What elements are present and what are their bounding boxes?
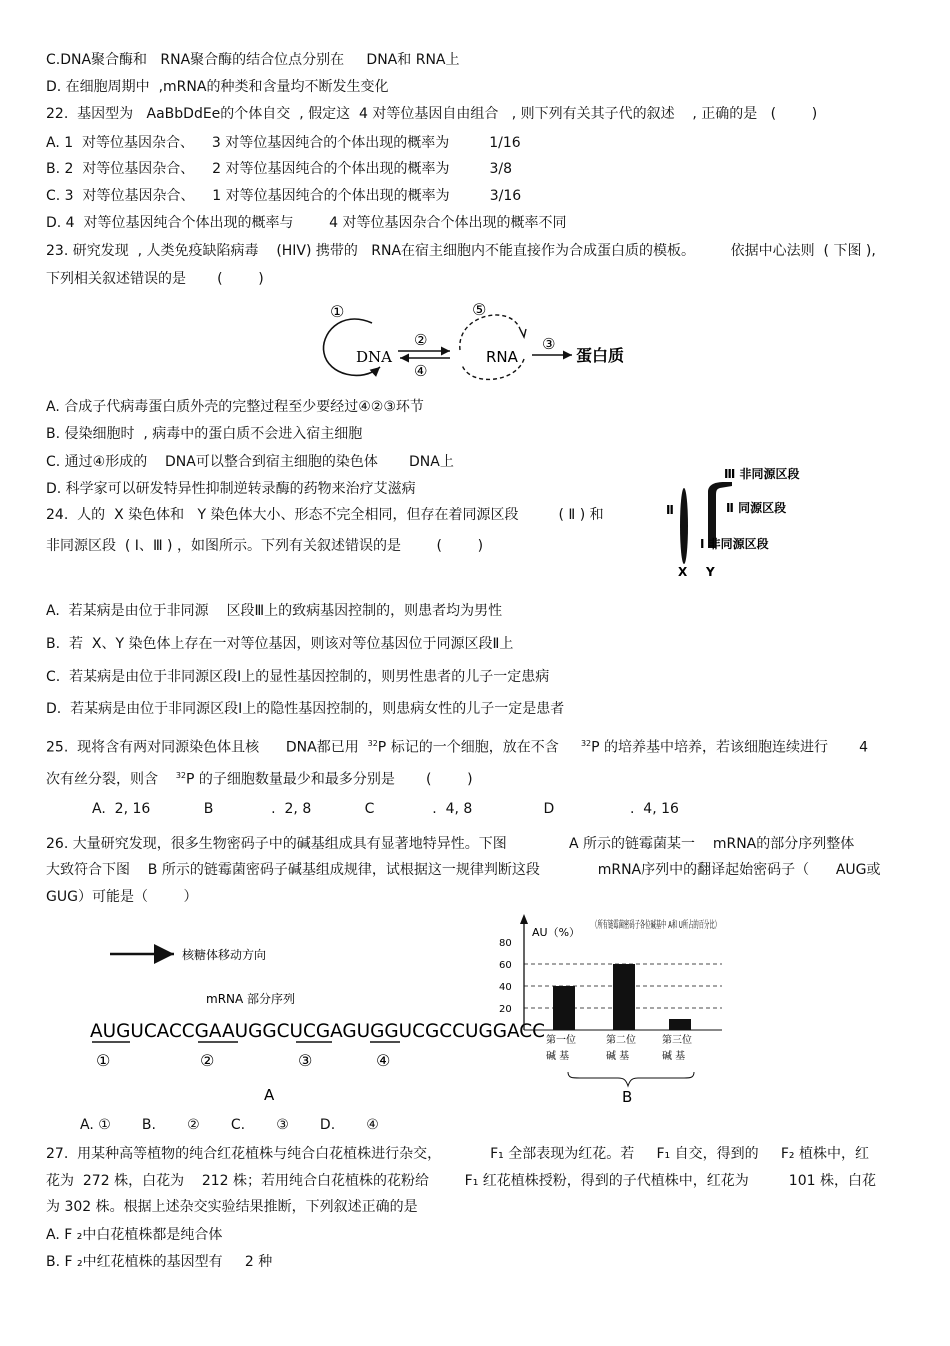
bar-3 bbox=[669, 1019, 691, 1030]
q22-stem: 22. 基因型为 AaBbDdEe的个体自交 , 假定这 4 对等位基因自由组合 , 则下列有关其子代的叙述 , 正确的是 ( ) bbox=[46, 106, 818, 122]
q23-stem-line2: 下列相关叙述错误的是 ( ) bbox=[46, 271, 264, 287]
q27-stem-line3: 为 302 株。根据上述杂交实验结果推断，下列叙述正确的是 bbox=[46, 1199, 418, 1215]
q23-stem-line1: 23. 研究发现 , 人类免疫缺陷病毒 (HIV) 携带的 RNA在宿主细胞内不能直接作为合成蛋白质的模板。 依据中心法则 ( 下图 ), bbox=[46, 243, 876, 259]
q27-option-a: A. F ₂中白花植株都是纯合体 bbox=[46, 1227, 223, 1243]
q22-option-b: B. 2 对等位基因杂合、 2 对等位基因纯合的个体出现的概率为 3/8 bbox=[46, 161, 513, 177]
figure-a-caption: A bbox=[264, 1086, 275, 1104]
isotope-superscript: 32 bbox=[175, 771, 186, 780]
q26-stem-line3: GUG）可能是（ ） bbox=[46, 889, 198, 905]
label-segment-1: Ⅰ 非同源区段 bbox=[700, 537, 769, 551]
q25-text-2a: 次有丝分裂，则含 bbox=[46, 771, 176, 788]
figure-b-chart bbox=[494, 912, 833, 1108]
q25-text-1c: P 的培养基中培养，若该细胞连续进行 4 bbox=[591, 739, 869, 756]
y-tick-label: 40 bbox=[499, 982, 512, 993]
q25-text-2b: P 的子细胞数量最少和最多分别是 ( ) bbox=[186, 771, 473, 788]
xy-chromosome-figure bbox=[660, 462, 810, 582]
bar-1 bbox=[553, 986, 575, 1030]
y-axis-label: AU（%） bbox=[532, 926, 581, 939]
label-y: Y bbox=[706, 565, 715, 579]
ribosome-direction-label: 核糖体移动方向 bbox=[182, 948, 267, 962]
q27-stem-line1: 27. 用某种高等植物的纯合红花植株与纯合白花植株进行杂交， F₁ 全部表现为红花。若 F₁ 自交，得到的 F₂ 植株中，红 bbox=[46, 1146, 869, 1162]
category-label: 第三位 bbox=[662, 1035, 692, 1046]
label-segment-3: Ⅲ 非同源区段 bbox=[724, 467, 800, 481]
label-1: ① bbox=[330, 302, 345, 321]
brace bbox=[568, 1072, 694, 1086]
q25-text-1b: P 标记的一个细胞，放在不含 bbox=[377, 739, 581, 756]
mrna-sequence: AUGUCACCGAAUGGCUCGAGUGGUCGCCUGGACC bbox=[90, 1020, 545, 1042]
x-chromosome bbox=[680, 488, 688, 564]
q23-option-c: C. 通过④形成的 DNA可以整合到宿主细胞的染色体 DNA上 bbox=[46, 454, 454, 470]
q21-option-d: D. 在细胞周期中 ,mRNA的种类和含量均不断发生变化 bbox=[46, 79, 389, 95]
y-tick-label: 80 bbox=[499, 938, 512, 949]
category-sublabel: 碱 基 bbox=[662, 1051, 686, 1062]
q26-stem-line1: 26. 大量研究发现，很多生物密码子中的碱基组成具有显著地特异性。下图 A 所示的链霉菌某一 mRNA的部分序列整体 bbox=[46, 836, 855, 852]
label-3: ③ bbox=[542, 335, 556, 353]
q22-option-c: C. 3 对等位基因杂合、 1 对等位基因纯合的个体出现的概率为 3/16 bbox=[46, 188, 522, 204]
q27-stem-line2: 花为 272 株，白花为 212 株；若用纯合白花植株的花粉给 F₁ 红花植株授粉，得到的子代植株中，红花为 101 株，白花 bbox=[46, 1173, 876, 1189]
category-label: 第二位 bbox=[606, 1035, 636, 1046]
q25-options: A. 2, 16 B . 2, 8 C . 4, 8 D . 4, 16 bbox=[92, 801, 679, 817]
y-tick-label: 60 bbox=[499, 960, 512, 971]
mark-1: ① bbox=[96, 1051, 111, 1070]
q22-option-d: D. 4 对等位基因纯合个体出现的概率与 4 对等位基因杂合个体出现的概率不同 bbox=[46, 215, 567, 231]
category-sublabel: 碱 基 bbox=[606, 1051, 630, 1062]
bar-2 bbox=[613, 964, 635, 1030]
mrna-sequence-label: mRNA 部分序列 bbox=[206, 992, 296, 1006]
label-4: ④ bbox=[414, 362, 428, 380]
label-roman-2-left: Ⅱ bbox=[666, 503, 674, 517]
q25-stem-line1 bbox=[46, 735, 868, 757]
label-2: ② bbox=[414, 331, 428, 349]
q22-option-a: A. 1 对等位基因杂合、 3 对等位基因纯合的个体出现的概率为 1/16 bbox=[46, 135, 521, 151]
q24-stem-line1: 24. 人的 X 染色体和 Y 染色体大小、形态不完全相同，但存在着同源区段 ( Ⅱ ) 和 bbox=[46, 507, 604, 523]
q24-stem-line2: 非同源区段 ( Ⅰ、Ⅲ ) ，如图所示。下列有关叙述错误的是 ( ) bbox=[46, 538, 484, 554]
central-dogma-diagram bbox=[310, 295, 650, 390]
label-5: ⑤ bbox=[472, 300, 487, 319]
isotope-superscript: 32 bbox=[367, 739, 378, 748]
label-segment-2: Ⅱ 同源区段 bbox=[726, 501, 787, 515]
figure-a-mrna bbox=[86, 938, 556, 1108]
q23-option-b: B. 侵染细胞时 , 病毒中的蛋白质不会进入宿主细胞 bbox=[46, 426, 363, 442]
q24-option-a: A. 若某病是由位于非同源 区段Ⅲ上的致病基因控制的，则患者均为男性 bbox=[46, 603, 503, 619]
label-x: X bbox=[678, 565, 688, 579]
label-dna: DNA bbox=[356, 348, 392, 366]
category-label: 第一位 bbox=[546, 1035, 576, 1046]
mark-4: ④ bbox=[376, 1051, 391, 1070]
q21-option-c: C.DNA聚合酶和 RNA聚合酶的结合位点分别在 DNA和 RNA上 bbox=[46, 52, 460, 68]
chart-title-line: （所有链霉菌密码子各位碱基中 A和 U所占的百分比） bbox=[592, 920, 833, 931]
q24-option-d: D. 若某病是由位于非同源区段Ⅰ上的隐性基因控制的，则患病女性的儿子一定是患者 bbox=[46, 701, 565, 717]
q27-option-b: B. F ₂中红花植株的基因型有 2 种 bbox=[46, 1254, 273, 1270]
label-protein: 蛋白质 bbox=[576, 346, 625, 365]
q24-option-c: C. 若某病是由位于非同源区段Ⅰ上的显性基因控制的，则男性患者的儿子一定患病 bbox=[46, 669, 550, 685]
q26-options: A. ① B. ② C. ③ D. ④ bbox=[80, 1117, 379, 1133]
q23-option-a: A. 合成子代病毒蛋白质外壳的完整过程至少要经过④②③环节 bbox=[46, 399, 424, 415]
q23-option-d: D. 科学家可以研发特异性抑制逆转录酶的药物来治疗艾滋病 bbox=[46, 481, 416, 497]
figure-b-caption: B bbox=[622, 1088, 633, 1106]
q25-stem-line2 bbox=[46, 767, 473, 789]
mark-3: ③ bbox=[298, 1051, 313, 1070]
y-tick-label: 20 bbox=[499, 1004, 512, 1015]
isotope-superscript: 32 bbox=[580, 739, 592, 748]
q24-option-b: B. 若 X、Y 染色体上存在一对等位基因，则该对等位基因位于同源区段Ⅱ上 bbox=[46, 636, 514, 652]
q26-stem-line2: 大致符合下图 B 所示的链霉菌密码子碱基组成规律，试根据这一规律判断这段 mRNA序列中的翻译起始密码子（ AUG或 bbox=[46, 862, 881, 878]
category-sublabel: 碱 基 bbox=[546, 1051, 570, 1062]
label-rna: RNA bbox=[486, 348, 518, 366]
mark-2: ② bbox=[200, 1051, 215, 1070]
q25-text-1a: 25. 现将含有两对同源染色体且核 DNA都已用 bbox=[46, 739, 368, 756]
